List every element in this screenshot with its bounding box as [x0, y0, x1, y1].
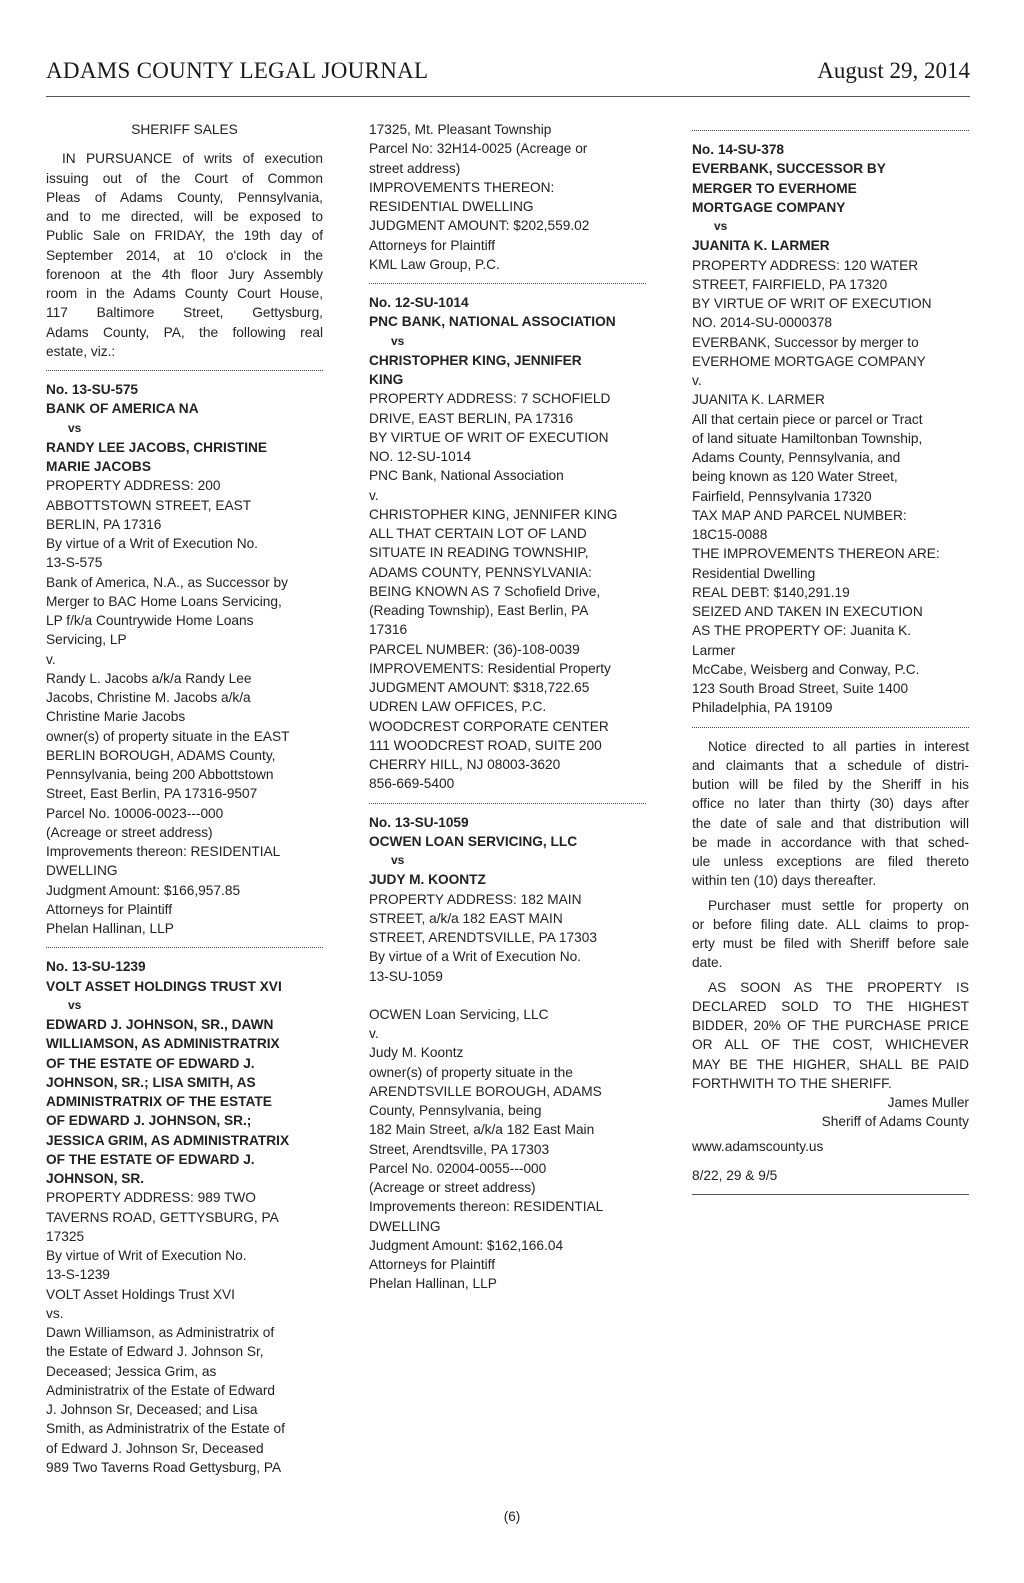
text-line: STREET, FAIRFIELD, PA 17320: [692, 276, 888, 292]
text-line: EVERHOME MORTGAGE COMPANY: [692, 353, 926, 369]
text-line: Randy L. Jacobs a/k/a Randy Lee: [46, 670, 252, 686]
text-line: Administratrix of the Estate of Edward: [46, 1382, 275, 1398]
case-number: No. 14-SU-378: [692, 142, 785, 157]
defendant-name: MARIE JACOBS: [46, 459, 151, 474]
text-line: erty must be filed with Sheriff before sale: [692, 936, 969, 951]
text-line: and claimants that a schedule of distri-: [692, 757, 969, 773]
text-line: 856-669-5400: [369, 776, 455, 792]
plaintiff-name: EVERBANK, SUCCESSOR BY: [692, 161, 886, 177]
text-line: 17316: [369, 622, 408, 638]
text-line: date.: [692, 955, 723, 971]
text-line: STREET, a/k/a 182 EAST MAIN: [369, 910, 563, 926]
text-line: STREET, ARENDTSVILLE, PA 17303: [369, 930, 597, 945]
sheriff-name: James Muller: [887, 1095, 969, 1110]
text-line: the date of sale and that distribution will: [692, 815, 969, 831]
page-number: (6): [503, 1509, 521, 1524]
text-line: (Acreage or street address): [46, 824, 213, 840]
defendant-name: OF EDWARD J. JOHNSON, SR.;: [46, 1113, 252, 1129]
case-14-su-378: [692, 140, 969, 718]
text-line: Purchaser must settle for property on: [708, 897, 969, 913]
text-line: 17325: [46, 1228, 85, 1244]
text-line: Fairfield, Pennsylvania 17320: [692, 488, 872, 504]
distribution-notice: [692, 737, 969, 891]
text-line: vs.: [46, 1305, 64, 1321]
text-line: Servicing, LP: [46, 632, 127, 648]
defendant-name: JOHNSON, SR.; LISA SMITH, AS: [46, 1074, 256, 1090]
text-line: room in the Adams County Court House,: [46, 286, 323, 301]
text-line: and to me directed, will be exposed to: [46, 209, 323, 224]
text-line: being known as 120 Water Street,: [692, 469, 898, 485]
text-line: Pennsylvania, being 200 Abbottstown: [46, 767, 274, 782]
text-line: 13-S-1239: [46, 1267, 110, 1283]
text-line: Merger to BAC Home Loans Servicing,: [46, 593, 282, 609]
versus-label: vs: [391, 333, 405, 348]
plaintiff-name: BANK OF AMERICA NA: [46, 401, 199, 417]
text-line: 989 Two Taverns Road Gettysburg, PA: [46, 1459, 282, 1475]
text-line: Street, East Berlin, PA 17316-9507: [46, 786, 258, 802]
column-3: [692, 120, 969, 1204]
dotted-divider: [692, 727, 969, 728]
text-line: of Edward J. Johnson Sr, Deceased: [46, 1440, 264, 1456]
text-line: PROPERTY ADDRESS: 182 MAIN: [369, 891, 582, 907]
text-line: IN PURSUANCE of writs of execution: [62, 151, 323, 167]
defendant-name: RANDY LEE JACOBS, CHRISTINE: [46, 439, 268, 455]
text-line: (Acreage or street address): [369, 1180, 536, 1195]
text-line: WOODCREST CORPORATE CENTER: [369, 718, 609, 734]
publication-dates: 8/22, 29 & 9/5: [692, 1167, 778, 1183]
text-line: CHRISTOPHER KING, JENNIFER KING: [369, 506, 618, 522]
text-line: Phelan Hallinan, LLP: [369, 1276, 497, 1292]
text-line: owner(s) of property situate in the EAST: [46, 728, 290, 744]
case-number: No. 13-SU-1239: [46, 959, 146, 975]
text-line: Phelan Hallinan, LLP: [46, 921, 174, 936]
text-line: Improvements thereon: RESIDENTIAL: [369, 1199, 604, 1215]
defendant-name: JESSICA GRIM, AS ADMINISTRATRIX: [46, 1132, 290, 1148]
text-line: DWELLING: [369, 1218, 441, 1234]
text-line: DWELLING: [46, 863, 118, 879]
dotted-divider: [369, 283, 646, 284]
text-line: LP f/k/a Countrywide Home Loans: [46, 613, 254, 628]
text-line: 13-S-575: [46, 555, 103, 571]
text-line: Parcel No: 32H14-0025 (Acreage or: [369, 141, 588, 157]
text-line: Judgment Amount: $166,957.85: [46, 882, 241, 898]
text-line: SITUATE IN READING TOWNSHIP,: [369, 545, 589, 561]
plaintiff-name: MERGER TO EVERHOME: [692, 180, 857, 196]
text-line: Attorneys for Plaintiff: [369, 237, 496, 253]
text-line: Attorneys for Plaintiff: [46, 901, 173, 917]
defendant-name: JUDY M. KOONTZ: [369, 872, 486, 888]
text-line: 117 Baltimore Street, Gettysburg,: [46, 305, 323, 321]
text-line: OCWEN Loan Servicing, LLC: [369, 1006, 549, 1022]
text-line: MAY BE THE HIGHER, SHALL BE PAID: [692, 1056, 969, 1072]
text-line: BIDDER, 20% OF THE PURCHASE PRICE: [692, 1018, 969, 1033]
text-line: 17325, Mt. Pleasant Township: [369, 122, 552, 137]
text-line: RESIDENTIAL DWELLING: [369, 199, 534, 214]
text-line: ule unless exceptions are filed thereto: [692, 854, 969, 869]
text-line: Judgment Amount: $162,166.04: [369, 1237, 564, 1253]
text-line: issuing out of the Court of Common: [46, 170, 323, 186]
text-line: 123 South Broad Street, Suite 1400: [692, 681, 909, 696]
text-line: Residential Dwelling: [692, 565, 816, 581]
text-line: PROPERTY ADDRESS: 200: [46, 478, 221, 494]
text-line: September 2014, at 10 o'clock in the: [46, 247, 323, 263]
versus-label: vs: [391, 853, 405, 867]
text-line: 13-SU-1059: [369, 968, 443, 984]
defendant-name: JOHNSON, SR.: [46, 1171, 145, 1186]
text-line: REAL DEBT: $140,291.19: [692, 584, 850, 600]
text-line: Judy M. Koontz: [369, 1045, 464, 1061]
plaintiff-name: MORTGAGE COMPANY: [692, 199, 846, 215]
defendant-name: KING: [369, 372, 404, 387]
text-line: 18C15-0088: [692, 527, 768, 542]
text-line: THE IMPROVEMENTS THEREON ARE:: [692, 546, 940, 562]
case-12-su-1014: [369, 293, 646, 794]
text-line: DRIVE, EAST BERLIN, PA 17316: [369, 410, 574, 426]
text-line: KML Law Group, P.C.: [369, 256, 500, 272]
dotted-divider: [46, 370, 323, 371]
text-line: v.: [46, 651, 56, 667]
versus-label: vs: [68, 997, 82, 1012]
text-line: Parcel No. 10006-0023---000: [46, 805, 224, 821]
text-line: Jacobs, Christine M. Jacobs a/k/a: [46, 690, 251, 705]
versus-label: vs: [68, 420, 82, 435]
plaintiff-name: VOLT ASSET HOLDINGS TRUST XVI: [46, 978, 282, 994]
text-line: BERLIN, PA 17316: [46, 516, 162, 532]
defendant-name: OF THE ESTATE OF EDWARD J.: [46, 1055, 255, 1071]
text-line: Bank of America, N.A., as Successor by: [46, 574, 288, 590]
text-line: Notice directed to all parties in interest: [708, 738, 969, 754]
dotted-divider: [692, 130, 969, 131]
blank-line: [369, 986, 646, 1005]
text-line: of land situate Hamiltonban Township,: [692, 430, 923, 446]
text-line: By virtue of a Writ of Execution No.: [46, 536, 258, 551]
text-line: v.: [369, 1026, 379, 1041]
text-line: JUANITA K. LARMER: [692, 392, 825, 408]
case-13-su-1059: [369, 813, 646, 1294]
defendant-name: EDWARD J. JOHNSON, SR., DAWN: [46, 1017, 274, 1032]
case-continuation: [369, 120, 646, 274]
text-line: be made in accordance with that sched-: [692, 834, 969, 850]
text-line: Street, Arendtsville, PA 17303: [369, 1141, 550, 1157]
text-line: ABBOTTSTOWN STREET, EAST: [46, 497, 252, 513]
text-line: Larmer: [692, 642, 736, 658]
text-line: Public Sale on FRIDAY, the 19th day of: [46, 228, 323, 244]
text-line: IMPROVEMENTS THEREON:: [369, 179, 555, 195]
text-line: J. Johnson Sr, Deceased; and Lisa: [46, 1402, 258, 1417]
text-line: Philadelphia, PA 19109: [692, 700, 833, 716]
text-line: EVERBANK, Successor by merger to: [692, 334, 919, 350]
text-line: County, Pennsylvania, being: [369, 1103, 542, 1118]
text-line: forenoon at the 4th floor Jury Assembly: [46, 266, 323, 282]
text-line: BY VIRTUE OF WRIT OF EXECUTION: [692, 296, 932, 311]
text-line: PNC Bank, National Association: [369, 468, 564, 484]
text-line: Deceased; Jessica Grim, as: [46, 1363, 217, 1379]
text-line: bution will be filed by the Sheriff in his: [692, 777, 969, 792]
text-line: Parcel No. 02004-0055---000: [369, 1160, 547, 1176]
text-line: 182 Main Street, a/k/a 182 East Main: [369, 1122, 595, 1138]
case-number: No. 13-SU-1059: [369, 814, 469, 830]
issue-date: August 29, 2014: [817, 58, 970, 83]
website-link[interactable]: www.adamscounty.us: [692, 1138, 824, 1154]
text-line: v.: [692, 373, 702, 388]
defendant-name: JUANITA K. LARMER: [692, 238, 830, 254]
text-line: Christine Marie Jacobs: [46, 709, 186, 725]
text-line: the Estate of Edward J. Johnson Sr,: [46, 1344, 264, 1360]
text-line: TAX MAP AND PARCEL NUMBER:: [692, 507, 907, 523]
text-line: v.: [369, 487, 379, 503]
text-line: office no later than thirty (30) days after: [692, 796, 969, 812]
plaintiff-name: OCWEN LOAN SERVICING, LLC: [369, 833, 578, 849]
text-line: UDREN LAW OFFICES, P.C.: [369, 699, 547, 715]
payment-notice: [692, 978, 969, 1094]
versus-label: vs: [714, 219, 728, 233]
text-line: Improvements thereon: RESIDENTIAL: [46, 844, 281, 859]
text-line: BEING KNOWN AS 7 Schofield Drive,: [369, 583, 601, 599]
text-line: Smith, as Administratrix of the Estate of: [46, 1421, 285, 1437]
defendant-name: WILLIAMSON, AS ADMINISTRATRIX: [46, 1036, 280, 1052]
text-line: street address): [369, 160, 461, 176]
text-line: By virtue of a Writ of Execution No.: [369, 949, 581, 965]
case-number: No. 13-SU-575: [46, 382, 139, 397]
text-line: BY VIRTUE OF WRIT OF EXECUTION: [369, 429, 609, 445]
text-line: CHERRY HILL, NJ 08003-3620: [369, 757, 561, 772]
text-line: PROPERTY ADDRESS: 7 SCHOFIELD: [369, 391, 611, 407]
text-line: AS THE PROPERTY OF: Juanita K.: [692, 623, 912, 639]
case-number: No. 12-SU-1014: [369, 295, 469, 310]
column-1: [46, 120, 323, 1477]
masthead: [46, 58, 970, 97]
text-line: estate, viz.:: [46, 343, 116, 359]
text-line: OR ALL OF THE COST, WHICHEVER: [692, 1037, 969, 1053]
text-line: NO. 2014-SU-0000378: [692, 315, 833, 331]
text-line: FORTHWITH TO THE SHERIFF.: [692, 1075, 892, 1091]
text-line: Adams County, Pennsylvania, and: [692, 450, 901, 465]
text-line: ARENDTSVILLE BOROUGH, ADAMS: [369, 1083, 602, 1099]
text-line: 111 WOODCREST ROAD, SUITE 200: [369, 737, 602, 753]
defendant-name: CHRISTOPHER KING, JENNIFER: [369, 352, 582, 368]
text-line: NO. 12-SU-1014: [369, 449, 471, 464]
text-line: within ten (10) days thereafter.: [692, 873, 877, 889]
sheriff-title: Sheriff of Adams County: [821, 1114, 969, 1130]
text-line: PARCEL NUMBER: (36)-108-0039: [369, 641, 580, 657]
text-line: Pleas of Adams County, Pennsylvania,: [46, 189, 323, 205]
case-13-su-1239: [46, 957, 323, 1477]
intro-paragraph: [46, 149, 323, 361]
text-line: (Reading Township), East Berlin, PA: [369, 603, 589, 618]
case-13-su-575: [46, 380, 323, 938]
text-line: DECLARED SOLD TO THE HIGHEST: [692, 998, 969, 1014]
section-heading: SHERIFF SALES: [131, 122, 238, 137]
text-line: AS SOON AS THE PROPERTY IS: [708, 979, 969, 995]
journal-title: ADAMS COUNTY LEGAL JOURNAL: [46, 58, 429, 83]
text-line: TAVERNS ROAD, GETTYSBURG, PA: [46, 1209, 279, 1225]
text-line: VOLT Asset Holdings Trust XVI: [46, 1286, 235, 1302]
text-line: McCabe, Weisberg and Conway, P.C.: [692, 661, 920, 677]
dotted-divider: [369, 803, 646, 804]
text-line: Adams County, PA, the following real: [46, 324, 323, 340]
text-line: owner(s) of property situate in the: [369, 1064, 573, 1080]
text-line: ALL THAT CERTAIN LOT OF LAND: [369, 526, 587, 541]
text-line: JUDGMENT AMOUNT: $202,559.02: [369, 218, 590, 234]
purchaser-notice: [692, 896, 969, 973]
text-line: PROPERTY ADDRESS: 120 WATER: [692, 257, 919, 273]
text-line: SEIZED AND TAKEN IN EXECUTION: [692, 604, 923, 619]
defendant-name: OF THE ESTATE OF EDWARD J.: [46, 1151, 255, 1167]
text-line: Attorneys for Plaintiff: [369, 1257, 496, 1272]
end-divider: [692, 1194, 969, 1195]
defendant-name: ADMINISTRATRIX OF THE ESTATE: [46, 1094, 272, 1109]
text-line: PROPERTY ADDRESS: 989 TWO: [46, 1190, 256, 1206]
text-line: Dawn Williamson, as Administratrix of: [46, 1325, 275, 1340]
dotted-divider: [46, 947, 323, 948]
text-line: or before filing date. ALL claims to prop-: [692, 916, 969, 932]
text-line: ADAMS COUNTY, PENNSYLVANIA:: [369, 564, 592, 580]
text-line: By virtue of Writ of Execution No.: [46, 1248, 247, 1263]
text-line: All that certain piece or parcel or Tract: [692, 411, 923, 427]
text-line: IMPROVEMENTS: Residential Property: [369, 660, 611, 676]
text-line: BERLIN BOROUGH, ADAMS County,: [46, 747, 276, 763]
column-2: [369, 120, 646, 1294]
text-line: JUDGMENT AMOUNT: $318,722.65: [369, 680, 590, 695]
plaintiff-name: PNC BANK, NATIONAL ASSOCIATION: [369, 314, 616, 330]
